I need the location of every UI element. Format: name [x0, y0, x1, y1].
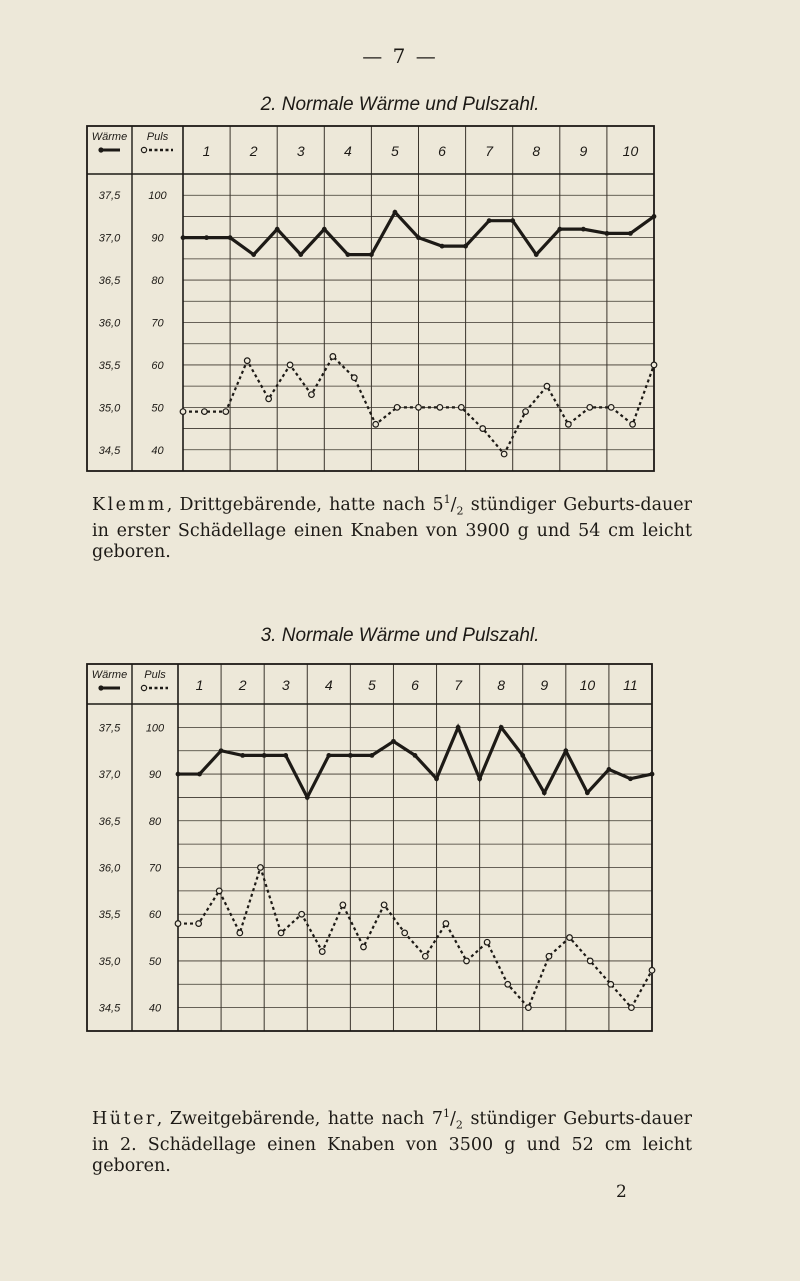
- waerme-point: [283, 753, 288, 758]
- page-number: — 7 —: [362, 44, 438, 68]
- puls-point: [340, 902, 346, 908]
- waerme-tick-label: 35,0: [98, 402, 121, 415]
- waerme-header: Wärme: [91, 669, 128, 681]
- puls-tick-label: 80: [151, 275, 164, 288]
- waerme-series-line: [178, 727, 652, 797]
- waerme-tick-label: 36,5: [98, 275, 121, 288]
- case-2-text: Klemm, Drittgebärende, hatte nach $5^1/_2$ stündiger Geburts-dauer in erster Schädellage einen Knaben von 3900 g und 54 cm leicht geboren.: [92, 493, 693, 563]
- waerme-tick-label: 37,5: [98, 190, 121, 203]
- puls-point: [567, 935, 573, 941]
- waerme-tick-label: 36,0: [98, 317, 121, 330]
- waerme-point: [607, 767, 612, 772]
- puls-tick-label: 50: [148, 955, 162, 968]
- column-number-label: 3: [281, 677, 290, 693]
- waerme-point: [628, 776, 633, 781]
- waerme-header: Wärme: [91, 131, 128, 143]
- column-number-label: 1: [195, 677, 204, 693]
- waerme-point: [348, 753, 353, 758]
- column-number-label: 10: [622, 143, 639, 159]
- waerme-point: [219, 748, 224, 753]
- figure-3-caption: 3. Normale Wärme und Pulszahl.: [260, 625, 540, 646]
- column-number-label: 9: [579, 143, 588, 159]
- puls-tick-label: 90: [151, 232, 164, 245]
- waerme-point: [413, 753, 418, 758]
- puls-point: [505, 981, 511, 987]
- figure-2-caption: 2. Normale Wärme und Pulszahl.: [260, 94, 540, 115]
- waerme-tick-label: 35,5: [98, 909, 121, 922]
- waerme-point: [477, 776, 482, 781]
- column-number-label: 8: [497, 677, 506, 693]
- waerme-point: [650, 772, 655, 777]
- column-number-label: 7: [454, 677, 462, 693]
- puls-point: [237, 930, 243, 936]
- waerme-point: [262, 753, 267, 758]
- waerme-tick-label: 37,0: [98, 769, 121, 782]
- puls-tick-label: 90: [148, 769, 162, 782]
- column-number-label: 1: [202, 143, 211, 159]
- puls-tick-label: 60: [148, 909, 162, 922]
- puls-tick-label: 80: [148, 815, 162, 828]
- puls-point: [299, 911, 305, 917]
- puls-point: [484, 939, 490, 945]
- waerme-point: [563, 748, 568, 753]
- column-number-label: 4: [324, 677, 333, 693]
- waerme-tick-label: 34,5: [98, 444, 121, 457]
- puls-point: [423, 953, 429, 959]
- puls-point: [175, 921, 181, 927]
- puls-point: [402, 930, 408, 936]
- column-number-label: 7: [485, 143, 494, 159]
- footer-number: 2: [616, 1182, 627, 1202]
- puls-tick-label: 40: [151, 444, 164, 457]
- waerme-tick-label: 37,5: [98, 722, 121, 735]
- waerme-tick-label: 34,5: [98, 1002, 121, 1015]
- waerme-point: [326, 753, 331, 758]
- puls-point: [464, 958, 470, 964]
- puls-point: [546, 953, 552, 959]
- waerme-point: [499, 725, 504, 730]
- puls-point: [278, 930, 284, 936]
- waerme-tick-label: 35,5: [98, 359, 121, 372]
- column-number-label: 4: [343, 143, 352, 159]
- puls-header: Puls: [144, 669, 166, 681]
- column-number-label: 6: [438, 143, 446, 159]
- waerme-legend-dot: [98, 685, 103, 690]
- puls-tick-label: 40: [148, 1002, 162, 1015]
- waerme-point: [434, 776, 439, 781]
- waerme-tick-label: 36,5: [98, 815, 121, 828]
- column-number-label: 9: [540, 677, 549, 693]
- puls-tick-label: 60: [151, 359, 164, 372]
- column-number-label: 2: [249, 143, 258, 159]
- waerme-point: [370, 753, 375, 758]
- waerme-point: [542, 790, 547, 795]
- puls-tick-label: 100: [145, 722, 165, 735]
- waerme-point: [520, 753, 525, 758]
- column-number-label: 5: [368, 677, 376, 693]
- column-number-label: 10: [579, 677, 596, 693]
- puls-legend-circle: [141, 685, 146, 690]
- puls-header: Puls: [146, 131, 169, 143]
- column-number-label: 3: [296, 143, 305, 159]
- waerme-point: [585, 790, 590, 795]
- waerme-point: [456, 725, 461, 730]
- puls-point: [443, 921, 449, 927]
- waerme-tick-label: 35,0: [98, 955, 121, 968]
- puls-point: [587, 958, 593, 964]
- puls-tick-label: 50: [151, 402, 164, 415]
- column-number-label: 6: [411, 677, 419, 693]
- waerme-point: [240, 753, 245, 758]
- puls-point: [649, 967, 655, 973]
- puls-point: [381, 902, 387, 908]
- waerme-point: [176, 772, 181, 777]
- waerme-tick-label: 36,0: [98, 862, 121, 875]
- puls-point: [629, 1005, 635, 1011]
- waerme-point: [305, 795, 310, 800]
- puls-point: [526, 1005, 532, 1011]
- puls-tick-label: 100: [148, 190, 167, 203]
- puls-point: [258, 865, 264, 871]
- column-number-label: 8: [532, 143, 541, 159]
- puls-point: [361, 944, 367, 950]
- puls-point: [196, 921, 202, 927]
- puls-tick-label: 70: [151, 317, 164, 330]
- waerme-point: [391, 739, 396, 744]
- case-3-text: Hüter, Zweitgebärende, hatte nach $7^1/_2$ stündiger Geburts-dauer in 2. Schädellage einen Knaben von 3500 g und 52 cm leicht geboren.: [92, 1107, 692, 1177]
- puls-point: [319, 949, 325, 955]
- column-number-label: 11: [623, 677, 638, 693]
- puls-point: [216, 888, 222, 894]
- puls-tick-label: 70: [148, 862, 162, 875]
- puls-point: [608, 981, 614, 987]
- chart-frame: [87, 664, 652, 1031]
- column-number-label: 2: [238, 677, 247, 693]
- waerme-point: [197, 772, 202, 777]
- column-number-label: 5: [391, 143, 399, 159]
- waerme-tick-label: 37,0: [98, 232, 121, 245]
